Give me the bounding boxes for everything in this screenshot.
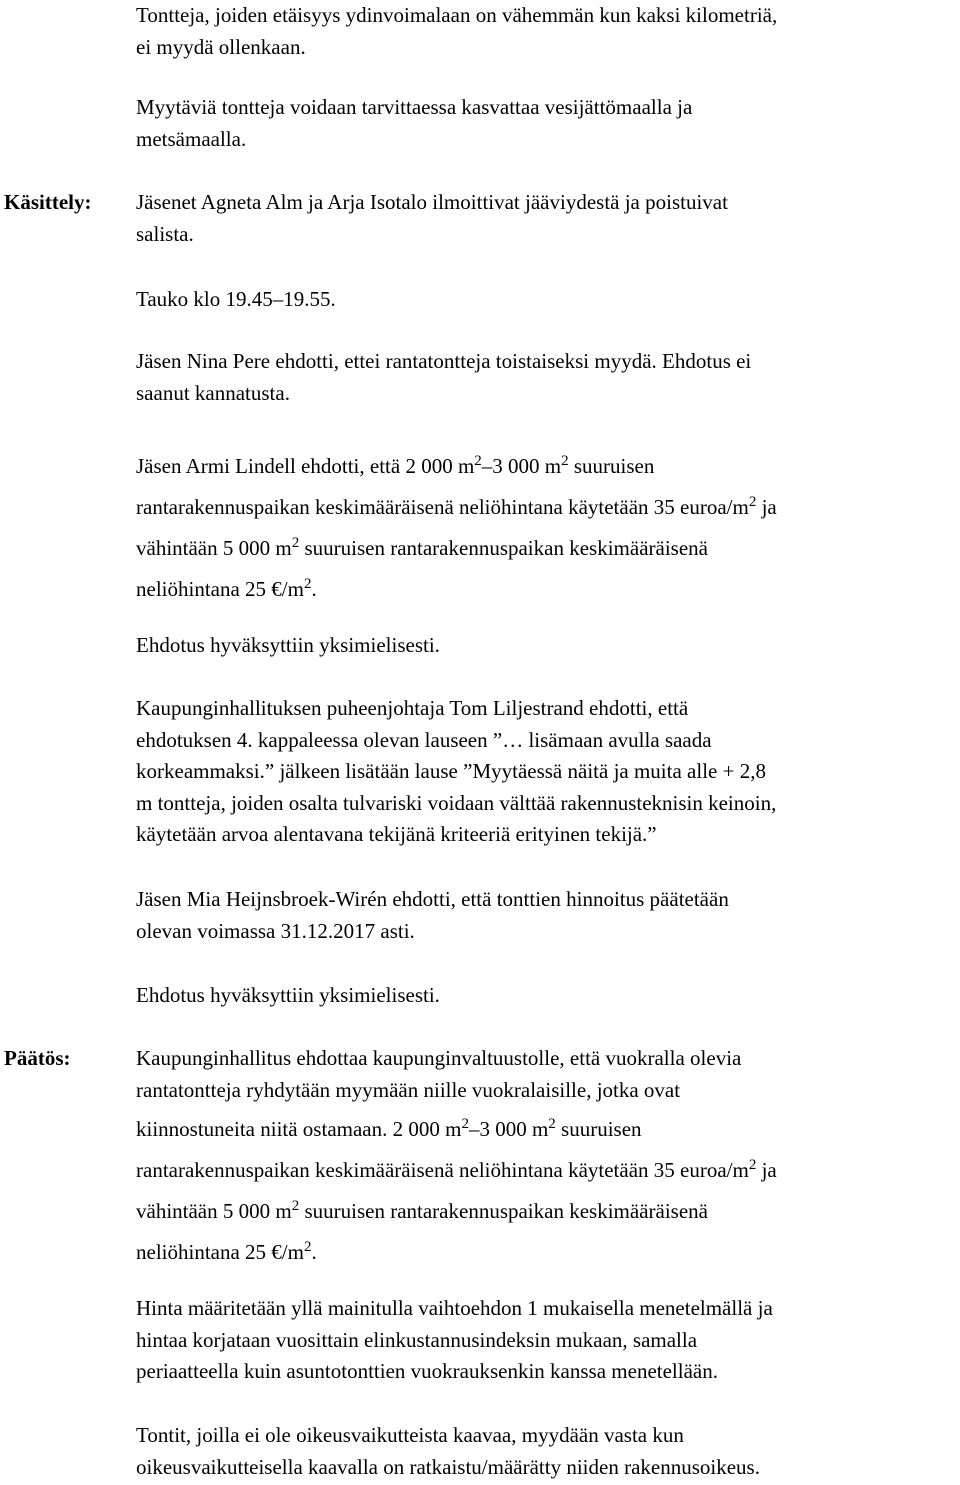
text-line: Myytäviä tontteja voidaan tarvittaessa kasvattaa vesijättömaalla ja: [136, 95, 693, 119]
superscript: 2: [461, 1116, 469, 1132]
superscript: 2: [474, 453, 482, 469]
text-line: neliöhintana 25 $€/m^2$.: [136, 576, 317, 601]
text-line: oikeusvaikutteisella kaavalla on ratkaistu/määrätty niiden rakennusoikeus.: [136, 1454, 760, 1479]
text-line: Kaupunginhallituksen puheenjohtaja Tom Liljestrand ehdotti, että: [136, 696, 689, 720]
superscript: 2: [748, 494, 757, 510]
text-line: Tontit, joilla ei ole oikeusvaikutteista kaavaa, myydään vasta kun: [136, 1423, 684, 1447]
text-line: Jäsen Mia Heijnsbroek-Wirén ehdotti, että tonttien hinnoitus päätetään: [136, 887, 729, 911]
paragraph-approved-2: [136, 980, 958, 1012]
text-line: Kaupunginhallitus ehdottaa kaupunginvaltuustolle, että vuokralla olevia: [136, 1046, 742, 1070]
text-line: metsämaalla.: [136, 126, 247, 151]
text-line: ei myydä ollenkaan.: [136, 34, 306, 59]
paragraph-lindell-proposal: [136, 447, 958, 611]
text-line: neliöhintana 25 $€/m^2$.: [136, 1239, 317, 1264]
text-line: rantatontteja ryhdytään myymään niille vuokralaisille, jotka ovat: [136, 1077, 681, 1102]
paragraph-approved-1: [136, 630, 958, 662]
text-line: hintaa korjataan vuosittain elinkustannusindeksin mukaan, samalla: [136, 1327, 698, 1352]
paatos-label: Päätös:: [4, 1046, 71, 1070]
text-line: ehdotuksen 4. kappaleessa olevan lauseen ”… lisämaan avulla saada: [136, 727, 712, 752]
superscript: 2: [303, 1239, 312, 1255]
text-line: kiinnostuneita niitä ostamaan. 2 000 $m^2-3$ 000 $m^2$ suuruisen: [136, 1116, 642, 1141]
paragraph-decision-method: [136, 1293, 958, 1388]
superscript: 2: [291, 1198, 300, 1214]
text-line: käytetään arvoa alentavana tekijänä kriteeriä erityinen tekijä.”: [136, 822, 657, 846]
text-line: vähintään 5 000 $m^2$ suuruisen rantarakennuspaikan keskimääräisenä: [136, 1198, 708, 1223]
superscript: 2: [561, 453, 569, 469]
text-line: rantarakennuspaikan keskimääräisenä neliöhintana käytetään 35 euroa/$m^2$ ja: [136, 1157, 777, 1182]
text-line: Tauko klo 19.45–19.55.: [136, 287, 336, 311]
paragraph-extend-plots: [136, 92, 958, 155]
paragraph-decision-prices: [136, 1110, 958, 1274]
paragraph-break-time: [136, 284, 958, 316]
paragraph-distance-rule: [136, 0, 958, 63]
paragraph-liljestrand-proposal: [136, 693, 958, 851]
text-line: m tontteja, joiden osalta tulvariski voidaan välttää rakennusteknisin keinoin,: [136, 790, 777, 815]
text-line: vähintään 5 000 $m^2$ suuruisen rantarakennuspaikan keskimääräisenä: [136, 535, 708, 560]
text-line: Jäsen Armi Lindell ehdotti, että 2 000 $m^2-3$ 000 $m^2$ suuruisen: [136, 453, 655, 478]
text-line: Ehdotus hyväksyttiin yksimielisesti.: [136, 633, 440, 657]
superscript: 2: [548, 1116, 556, 1132]
text-line: Ehdotus hyväksyttiin yksimielisesti.: [136, 983, 440, 1007]
text-line: Jäsen Nina Pere ehdotti, ettei rantatontteja toistaiseksi myydä. Ehdotus ei: [136, 349, 752, 373]
paragraph-decision-no-plan: [136, 1420, 958, 1483]
paragraph-pere-proposal: [136, 346, 958, 409]
paragraph-heijnsbroek-proposal: [136, 884, 958, 947]
kasittely-label: Käsittely:: [4, 190, 92, 214]
paragraph-disqualification: [136, 187, 958, 250]
superscript: 2: [303, 576, 312, 592]
text-line: salista.: [136, 221, 194, 246]
text-line: periaatteella kuin asuntotonttien vuokrauksenkin kanssa menetellään.: [136, 1359, 718, 1383]
text-line: rantarakennuspaikan keskimääräisenä neliöhintana käytetään 35 euroa/$m^2$ ja: [136, 494, 777, 519]
text-line: korkeammaksi.” jälkeen lisätään lause ”Myytäessä näitä ja muita alle + 2,8: [136, 759, 766, 783]
superscript: 2: [291, 535, 300, 551]
text-line: saanut kannatusta.: [136, 380, 290, 405]
text-line: Jäsenet Agneta Alm ja Arja Isotalo ilmoittivat jääviydestä ja poistuivat: [136, 190, 728, 214]
superscript: 2: [748, 1157, 757, 1173]
text-line: olevan voimassa 31.12.2017 asti.: [136, 918, 415, 943]
text-line: Tontteja, joiden etäisyys ydinvoimalaan on vähemmän kun kaksi kilometriä,: [136, 3, 778, 27]
paragraph-decision-intro: [136, 1043, 958, 1106]
text-line: Hinta määritetään yllä mainitulla vaihtoehdon 1 mukaisella menetelmällä ja: [136, 1296, 773, 1320]
